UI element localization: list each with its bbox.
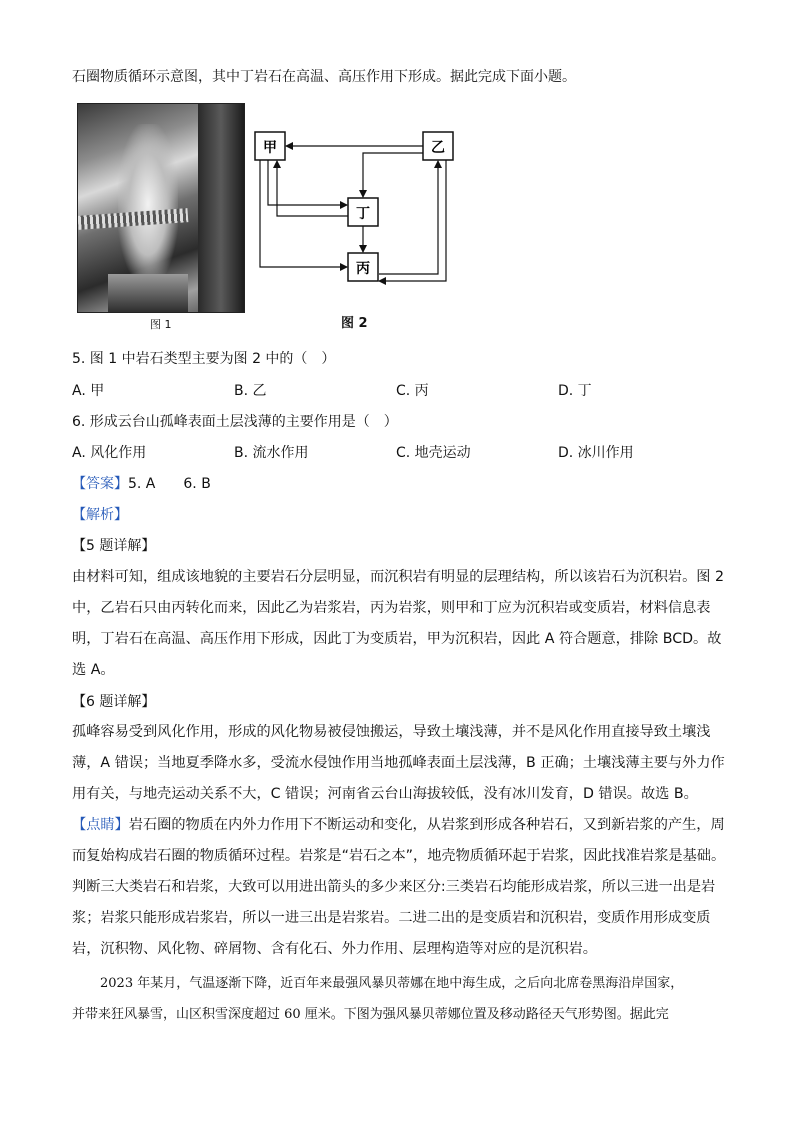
q5-option-d: D. 丁 [558, 383, 592, 399]
rock-cycle-diagram [250, 126, 460, 306]
dianjing-line: 判断三大类岩石和岩浆，大致可以用进出箭头的多少来区分:三类岩石均能形成岩浆，所以三进一出是岩 [72, 879, 716, 895]
answer-label: 【答案】 [72, 476, 128, 492]
arrow-jia-bing [260, 160, 347, 267]
q5-option-c: C. 丙 [396, 383, 429, 399]
dianjing-line: 岩，沉积物、风化物、碎屑物、含有化石、外力作用、层理构造等对应的是沉积岩。 [72, 941, 597, 957]
arrow-yi-bing [379, 160, 446, 281]
detail5-line: 明，丁岩石在高温、高压作用下形成，因此丁为变质岩，甲为沉积岩，因此 A 符合题意，排除 BCD。故 [72, 631, 722, 647]
photo-water [108, 274, 188, 312]
q5-option-b: B. 乙 [234, 383, 267, 399]
dianjing-body [72, 810, 726, 965]
detail5-line: 选 A。 [72, 662, 115, 678]
q6-option-b: B. 流水作用 [234, 445, 309, 461]
figure2-caption: 图 2 [341, 316, 368, 331]
q6-option-d: D. 冰川作用 [558, 445, 634, 461]
label-ding: 丁 [356, 206, 370, 222]
detail5-line: 中，乙岩石只由丙转化而来，因此乙为岩浆岩，丙为岩浆，则甲和丁应为沉积岩或变质岩，材料信息表 [72, 600, 711, 616]
dianjing-label: 【点睛】 [72, 817, 129, 833]
q5-stem: 5. 图 1 中岩石类型主要为图 2 中的（ ） [72, 351, 336, 367]
dianjing-line: 而复始构成岩石圈的物质循环过程。岩浆是“岩石之本”，地壳物质循环起于岩浆，因此找准岩浆是基础。 [72, 848, 726, 864]
detail6-body [72, 717, 725, 810]
answer-row [72, 473, 211, 493]
intro-text: 石圈物质循环示意图，其中丁岩石在高温、高压作用下形成。据此完成下面小题。 [72, 69, 576, 85]
photo-cliff [198, 104, 244, 312]
q6-option-a: A. 风化作用 [72, 445, 147, 461]
label-jia: 甲 [263, 140, 277, 156]
detail6-line: 用有关，与地壳运动关系不大，C 错误；河南省云台山海拔较低，没有冰川发育，D 错误。故选 B。 [72, 786, 698, 802]
dianjing-first-line: 【点睛】岩石圈的物质在内外力作用下不断运动和变化，从岩浆到形成各种岩石，又到新岩浆的产生，周 [72, 817, 725, 833]
detail6-line: 薄，A 错误；当地夏季降水多，受流水侵蚀作用当地孤峰表面土层浅薄，B 正确；土壤浅薄主要与外力作 [72, 755, 725, 771]
analysis-label: 【解析】 [72, 507, 128, 523]
q5-option-a: A. 甲 [72, 383, 105, 399]
detail6-line: 孤峰容易受到风化作用，形成的风化物易被侵蚀搬运，导致土壤浅薄，并不是风化作用直接导致土壤浅 [72, 724, 711, 740]
detail5-label: 【5 题详解】 [72, 538, 156, 554]
detail5-line: 由材料可知，组成该地貌的主要岩石分层明显，而沉积岩有明显的层理结构，所以该岩石为沉积岩。图 2 [72, 569, 724, 585]
arrow-bing-yi [379, 161, 438, 274]
detail5-body [72, 562, 724, 686]
dianjing-line: 浆；岩浆只能形成岩浆岩，所以一进三出是岩浆岩。二进二出的是变质岩和沉积岩，变质作用形成变质 [72, 910, 711, 926]
answer-values: 5. A 6. B [128, 476, 211, 492]
next-line-1: 2023 年某月，气温逐渐下降，近百年来最强风暴贝蒂娜在地中海生成，之后向北席卷黑海沿岸国家， [100, 976, 684, 991]
figure1-caption: 图 1 [150, 318, 172, 331]
label-yi: 乙 [431, 140, 445, 156]
arrow-ding-jia [277, 161, 348, 216]
q6-stem: 6. 形成云台山孤峰表面土层浅薄的主要作用是（ ） [72, 414, 398, 430]
arrow-jia-ding [268, 160, 347, 205]
photo-light-area [118, 124, 178, 284]
q6-option-c: C. 地壳运动 [396, 445, 471, 461]
label-bing: 丙 [356, 261, 370, 277]
canyon-photo [77, 103, 245, 313]
next-line-2: 并带来狂风暴雪，山区积雪深度超过 60 厘米。下图为强风暴贝蒂娜位置及移动路径天气形势图。据此完 [72, 1007, 669, 1022]
arrow-yi-ding [363, 153, 423, 197]
detail6-label: 【6 题详解】 [72, 694, 156, 710]
